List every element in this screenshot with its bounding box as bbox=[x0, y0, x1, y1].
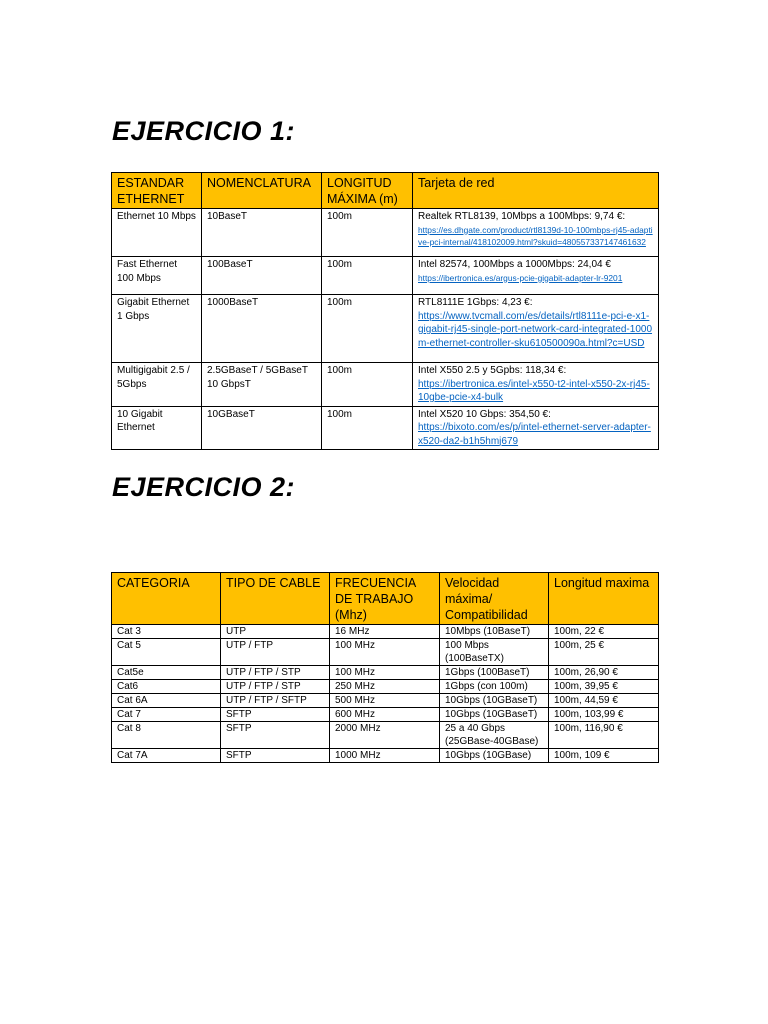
table-row bbox=[112, 666, 659, 680]
cell-length: 100m, 103,99 € bbox=[549, 708, 659, 722]
cell-length: 100m, 116,90 € bbox=[549, 722, 659, 749]
exercise-2-title: EJERCICIO 2: bbox=[112, 472, 296, 502]
cell-length: 100m, 25 € bbox=[549, 639, 659, 666]
cell-speed: 25 a 40 Gbps (25GBase-40GBase) bbox=[440, 722, 549, 749]
cell-cable-type: UTP / FTP / STP bbox=[221, 666, 330, 680]
cell-frequency: 600 MHz bbox=[330, 708, 440, 722]
cell-length: 100m, 109 € bbox=[549, 749, 659, 763]
cell-cable-type: UTP bbox=[221, 625, 330, 639]
card-link[interactable]: https://bixoto.com/es/p/intel-ethernet-server-adapter-x520-da2-b1h5hmj679 bbox=[418, 422, 651, 447]
cell-network-card bbox=[413, 363, 659, 407]
cell-standard: Ethernet 10 Mbps bbox=[112, 209, 202, 257]
cell-category: Cat6 bbox=[112, 680, 221, 694]
table-row bbox=[112, 363, 659, 407]
cell-speed: 1Gbps (100BaseT) bbox=[440, 666, 549, 680]
table-row bbox=[112, 694, 659, 708]
card-link[interactable]: https://www.tvcmall.com/es/details/rtl8111e-pci-e-x1-gigabit-rj45-single-port-network-card-integrated-1000m-ethernet-controller-sku610500090a.html?c=USD bbox=[418, 310, 653, 349]
cell-cable-type: UTP / FTP / SFTP bbox=[221, 694, 330, 708]
card-description: Intel 82574, 100Mbps a 1000Mbps: 24,04 € bbox=[418, 259, 611, 270]
cell-length: 100m, 26,90 € bbox=[549, 666, 659, 680]
cell-category: Cat5e bbox=[112, 666, 221, 680]
header-speed: Velocidad máxima/ Compatibilidad bbox=[440, 573, 549, 625]
cell-cable-type: UTP / FTP bbox=[221, 639, 330, 666]
cell-length: 100m bbox=[322, 257, 413, 295]
cell-category: Cat 7A bbox=[112, 749, 221, 763]
card-link[interactable]: https://es.dhgate.com/product/rtl8139d-10-100mbps-rj45-adaptive-pci-internal/418102009.html?skuid=480557337147461632 bbox=[418, 224, 653, 247]
cell-network-card bbox=[413, 406, 659, 450]
table-row bbox=[112, 639, 659, 666]
cell-standard: Fast Ethernet 100 Mbps bbox=[112, 257, 202, 295]
cell-length: 100m bbox=[322, 363, 413, 407]
cable-categories-table bbox=[111, 572, 659, 763]
header-network-card: Tarjeta de red bbox=[413, 173, 659, 209]
cell-speed: 1Gbps (con 100m) bbox=[440, 680, 549, 694]
cell-length: 100m bbox=[322, 295, 413, 363]
cell-length: 100m bbox=[322, 209, 413, 257]
table-row bbox=[112, 295, 659, 363]
table-row bbox=[112, 257, 659, 295]
table-row bbox=[112, 708, 659, 722]
cell-cable-type: SFTP bbox=[221, 749, 330, 763]
table-row bbox=[112, 209, 659, 257]
header-standard: ESTANDAR ETHERNET bbox=[112, 173, 202, 209]
cell-frequency: 100 MHz bbox=[330, 639, 440, 666]
card-link[interactable]: https://ibertronica.es/argus-pcie-gigabit-adapter-lr-9201 bbox=[418, 272, 623, 283]
cell-category: Cat 3 bbox=[112, 625, 221, 639]
cell-standard: Multigigabit 2.5 / 5Gbps bbox=[112, 363, 202, 407]
cell-length: 100m, 39,95 € bbox=[549, 680, 659, 694]
card-description: Realtek RTL8139, 10Mbps a 100Mbps: 9,74 €: bbox=[418, 211, 626, 222]
card-description: Intel X550 2.5 y 5Gpbs: 118,34 €: bbox=[418, 365, 567, 376]
cell-standard: Gigabit Ethernet 1 Gbps bbox=[112, 295, 202, 363]
cell-network-card bbox=[413, 209, 659, 257]
cell-length: 100m bbox=[322, 406, 413, 450]
cell-speed: 10Gbps (10GBaseT) bbox=[440, 694, 549, 708]
cell-category: Cat 8 bbox=[112, 722, 221, 749]
table-row bbox=[112, 749, 659, 763]
cell-nomenclature: 100BaseT bbox=[202, 257, 322, 295]
card-link[interactable]: https://ibertronica.es/intel-x550-t2-intel-x550-2x-rj45-10gbe-pcie-x4-bulk bbox=[418, 378, 650, 403]
table-row bbox=[112, 722, 659, 749]
cell-frequency: 100 MHz bbox=[330, 666, 440, 680]
cell-speed: 100 Mbps (100BaseTX) bbox=[440, 639, 549, 666]
cell-category: Cat 6A bbox=[112, 694, 221, 708]
ethernet-standards-table bbox=[111, 172, 659, 450]
table-row bbox=[112, 680, 659, 694]
cell-cable-type: UTP / FTP / STP bbox=[221, 680, 330, 694]
table-row bbox=[112, 406, 659, 450]
cell-cable-type: SFTP bbox=[221, 708, 330, 722]
table-header-row bbox=[112, 173, 659, 209]
cell-frequency: 250 MHz bbox=[330, 680, 440, 694]
cell-frequency: 16 MHz bbox=[330, 625, 440, 639]
cell-speed: 10Gbps (10GBase) bbox=[440, 749, 549, 763]
cell-nomenclature: 2.5GBaseT / 5GBaseT 10 GbpsT bbox=[202, 363, 322, 407]
card-description: Intel X520 10 Gbps: 354,50 €: bbox=[418, 408, 551, 420]
table-row bbox=[112, 625, 659, 639]
cell-frequency: 500 MHz bbox=[330, 694, 440, 708]
cell-nomenclature: 10GBaseT bbox=[202, 406, 322, 450]
header-category: CATEGORIA bbox=[112, 573, 221, 625]
cell-category: Cat 7 bbox=[112, 708, 221, 722]
cell-nomenclature: 1000BaseT bbox=[202, 295, 322, 363]
cell-category: Cat 5 bbox=[112, 639, 221, 666]
cell-frequency: 1000 MHz bbox=[330, 749, 440, 763]
header-max-length: Longitud maxima bbox=[549, 573, 659, 625]
cell-speed: 10Mbps (10BaseT) bbox=[440, 625, 549, 639]
cell-cable-type: SFTP bbox=[221, 722, 330, 749]
cell-length: 100m, 22 € bbox=[549, 625, 659, 639]
card-description: RTL8111E 1Gbps: 4,23 €: bbox=[418, 297, 533, 308]
cell-length: 100m, 44,59 € bbox=[549, 694, 659, 708]
cell-standard: 10 Gigabit Ethernet bbox=[112, 406, 202, 450]
cell-network-card bbox=[413, 257, 659, 295]
header-max-length: LONGITUD MÁXIMA (m) bbox=[322, 173, 413, 209]
cell-speed: 10Gbps (10GBaseT) bbox=[440, 708, 549, 722]
header-nomenclature: NOMENCLATURA bbox=[202, 173, 322, 209]
exercise-1-title: EJERCICIO 1: bbox=[112, 116, 296, 146]
header-cable-type: TIPO DE CABLE bbox=[221, 573, 330, 625]
header-frequency: FRECUENCIA DE TRABAJO (Mhz) bbox=[330, 573, 440, 625]
cell-frequency: 2000 MHz bbox=[330, 722, 440, 749]
table-header-row bbox=[112, 573, 659, 625]
cell-network-card bbox=[413, 295, 659, 363]
cell-nomenclature: 10BaseT bbox=[202, 209, 322, 257]
